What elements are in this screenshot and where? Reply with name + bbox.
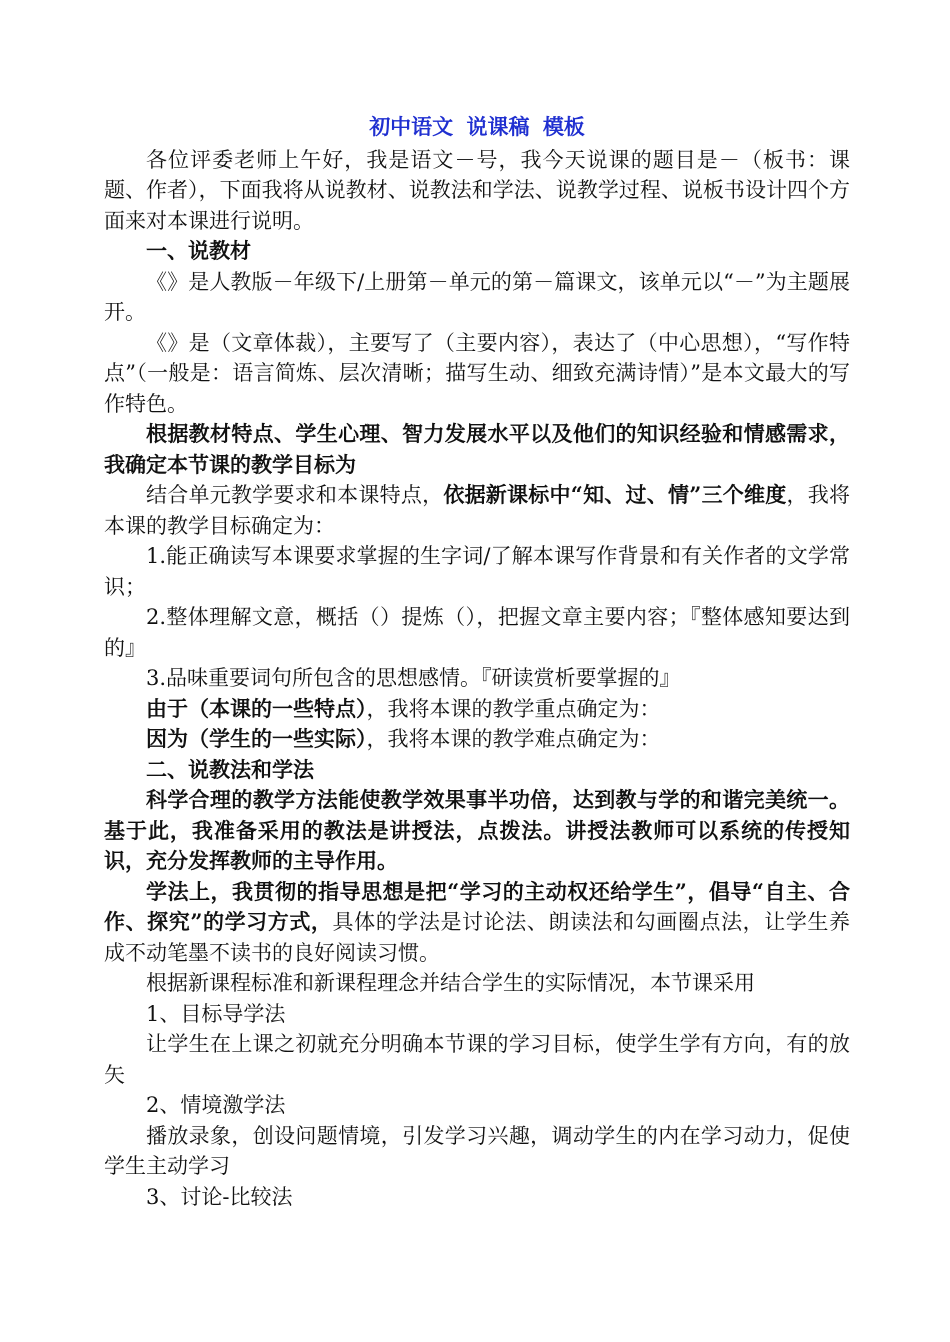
learning-method-text: 具体的学法是讨论法、朗读法和勾画圈点法，让学生养成不动笔墨不读书的良好阅读习惯。 <box>104 910 850 965</box>
goal-intro-bold: 依据新课标中“知、过、情”三个维度 <box>443 482 787 507</box>
title-subject: 初中语文 <box>369 114 454 139</box>
learning-method-bold: 学法上，我贯彻的指导思想是把“学习的主动权还给学生”，倡导“自主、合作、探究”的学习方式， <box>104 878 850 934</box>
section-heading-methods: 二、说教法和学法 <box>146 756 314 782</box>
document-page <box>104 112 850 1212</box>
textbook-paragraph-1: 《》是人教版－年级下/上册第－单元的第－篇课文，该单元以“－”为主题展开。 <box>104 269 850 324</box>
methods-paragraph-2 <box>104 877 850 969</box>
textbook-paragraph-4 <box>104 480 850 541</box>
method-2-title: 2、情境激学法 <box>146 1093 286 1117</box>
intro-paragraph: 各位评委老师上午好，我是语文－号，我今天说课的题目是－（板书：课题、作者），下面我将从说教材、说教法和学法、说教学过程、说板书设计四个方面来对本课进行说明。 <box>104 147 850 233</box>
methods-paragraph-3: 根据新课程标准和新课程理念并结合学生的实际情况，本节课采用 <box>146 971 755 995</box>
document-title <box>104 112 850 143</box>
method-3-title: 3、讨论-比较法 <box>146 1184 293 1209</box>
textbook-paragraph-2: 《》是（文章体裁），主要写了（主要内容），表达了（中心思想），“写作特点”（一般是：语言简炼、层次清晰；描写生动、细致充满诗情）”是本文最大的写作特色。 <box>104 330 850 416</box>
goal-item-2: 2.整体理解文意，概括（）提炼（），把握文章主要内容；『整体感知要达到的』 <box>104 605 850 660</box>
key-point-line <box>104 694 850 725</box>
method-1-title: 1、目标导学法 <box>146 1001 286 1026</box>
textbook-paragraph-3: 根据教材特点、学生心理、智力发展水平以及他们的知识经验和情感需求，我确定本节课的教学目标为 <box>104 421 850 477</box>
method-2-desc: 播放录象，创设问题情境，引发学习兴趣，调动学生的内在学习动力，促使学生主动学习 <box>104 1123 850 1178</box>
title-type: 说课稿 <box>466 114 530 139</box>
methods-paragraph-1: 科学合理的教学方法能使教学效果事半功倍，达到教与学的和谐完美统一。基于此，我准备采用的教法是讲授法，点拨法。讲授法教师可以系统的传授知识，充分发挥教师的主导作用。 <box>104 787 850 873</box>
difficulty-text: ，我将本课的教学难点确定为： <box>366 727 661 751</box>
section-heading-textbook: 一、说教材 <box>146 238 251 263</box>
goal-intro-text: 结合单元教学要求和本课特点， <box>146 483 444 507</box>
key-point-text: ，我将本课的教学重点确定为： <box>366 696 661 721</box>
method-1-desc: 让学生在上课之初就充分明确本节课的学习目标，使学生学有方向，有的放矢 <box>104 1032 850 1087</box>
key-point-bold: 由于（本课的一些特点） <box>146 695 367 721</box>
goal-intro-tail: ，我将本课的教学目标确定为： <box>104 483 851 538</box>
difficulty-bold: 因为（学生的一些实际） <box>146 726 367 751</box>
goal-item-3: 3.品味重要词句所包含的思想感情。『研读赏析要掌握的』 <box>146 666 681 690</box>
goal-item-1: 1.能正确读写本课要求掌握的生字词/了解本课写作背景和有关作者的文学常识； <box>104 544 850 599</box>
difficulty-line <box>104 724 850 755</box>
title-template: 模板 <box>542 114 585 139</box>
